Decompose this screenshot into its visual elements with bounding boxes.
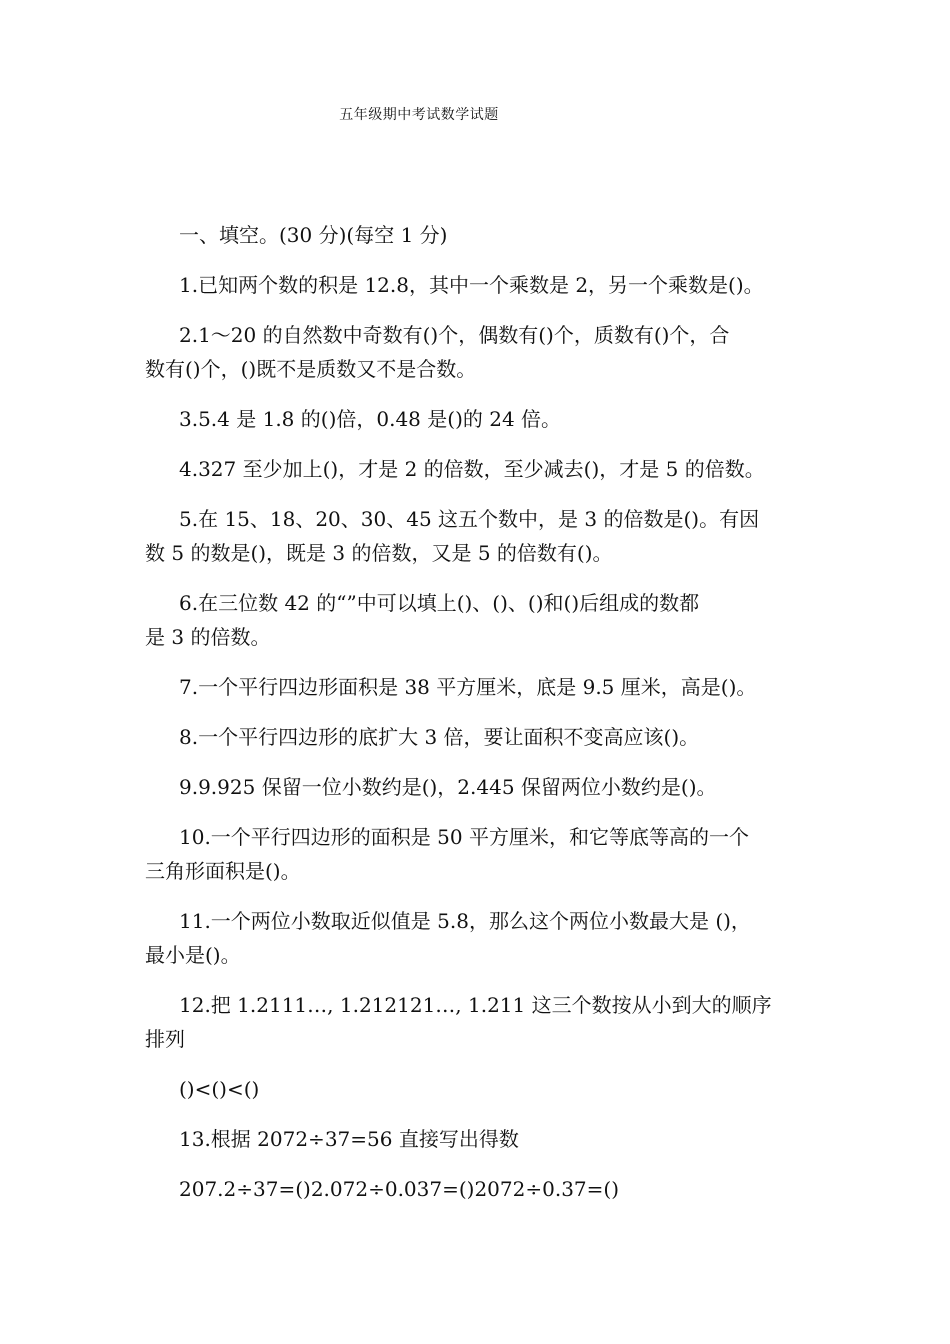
question-line: 4.327 至少加上()，才是 2 的倍数，至少减去()，才是 5 的倍数。	[179, 457, 765, 481]
question-3	[145, 402, 825, 436]
question-line: 8.一个平行四边形的底扩大 3 倍，要让面积不变高应该()。	[179, 725, 700, 749]
question-line: 3.5.4 是 1.8 的()倍，0.48 是()的 24 倍。	[179, 407, 562, 431]
question-line: 排列	[145, 1027, 185, 1051]
question-10	[145, 820, 825, 888]
question-line: 12.把 1.2111…, 1.212121…, 1.211 这三个数按从小到大的顺序	[179, 993, 772, 1017]
document-body	[145, 218, 825, 1222]
question-12	[145, 988, 825, 1056]
question-line: 5.在 15、18、20、30、45 这五个数中，是 3 的倍数是()。有因	[179, 507, 760, 531]
question-line: 是 3 的倍数。	[145, 625, 271, 649]
question-line: 207.2÷37=()2.072÷0.037=()2072÷0.37=()	[179, 1177, 620, 1201]
question-13-answers	[145, 1172, 825, 1206]
question-line: 2.1～20 的自然数中奇数有()个，偶数有()个，质数有()个，合	[179, 323, 730, 347]
question-line: ()<()<()	[179, 1077, 260, 1101]
question-12-order	[145, 1072, 825, 1106]
question-1	[145, 268, 825, 302]
question-line: 最小是()。	[145, 943, 241, 967]
question-9	[145, 770, 825, 804]
section-heading: 一、填空。(30 分)(每空 1 分)	[179, 223, 448, 247]
question-11	[145, 904, 825, 972]
question-line: 10.一个平行四边形的面积是 50 平方厘米，和它等底等高的一个	[179, 825, 749, 849]
question-line: 7.一个平行四边形面积是 38 平方厘米，底是 9.5 厘米，高是()。	[179, 675, 757, 699]
question-2	[145, 318, 825, 386]
question-8	[145, 720, 825, 754]
document-title: 五年级期中考试数学试题	[339, 107, 499, 123]
question-line: 数有()个，()既不是质数又不是合数。	[145, 357, 477, 381]
question-line: 6.在三位数 42 的“”中可以填上()、()、()和()后组成的数都	[179, 591, 700, 615]
question-line: 三角形面积是()。	[145, 859, 301, 883]
question-7	[145, 670, 825, 704]
question-line: 11.一个两位小数取近似值是 5.8，那么这个两位小数最大是 ()，	[179, 909, 751, 933]
question-4	[145, 452, 825, 486]
question-5	[145, 502, 825, 570]
question-13	[145, 1122, 825, 1156]
question-line: 1.已知两个数的积是 12.8，其中一个乘数是 2，另一个乘数是()。	[179, 273, 764, 297]
question-6	[145, 586, 825, 654]
question-line: 9.9.925 保留一位小数约是()，2.445 保留两位小数约是()。	[179, 775, 717, 799]
question-line: 数 5 的数是()，既是 3 的倍数，又是 5 的倍数有()。	[145, 541, 613, 565]
question-line: 13.根据 2072÷37=56 直接写出得数	[179, 1127, 519, 1151]
